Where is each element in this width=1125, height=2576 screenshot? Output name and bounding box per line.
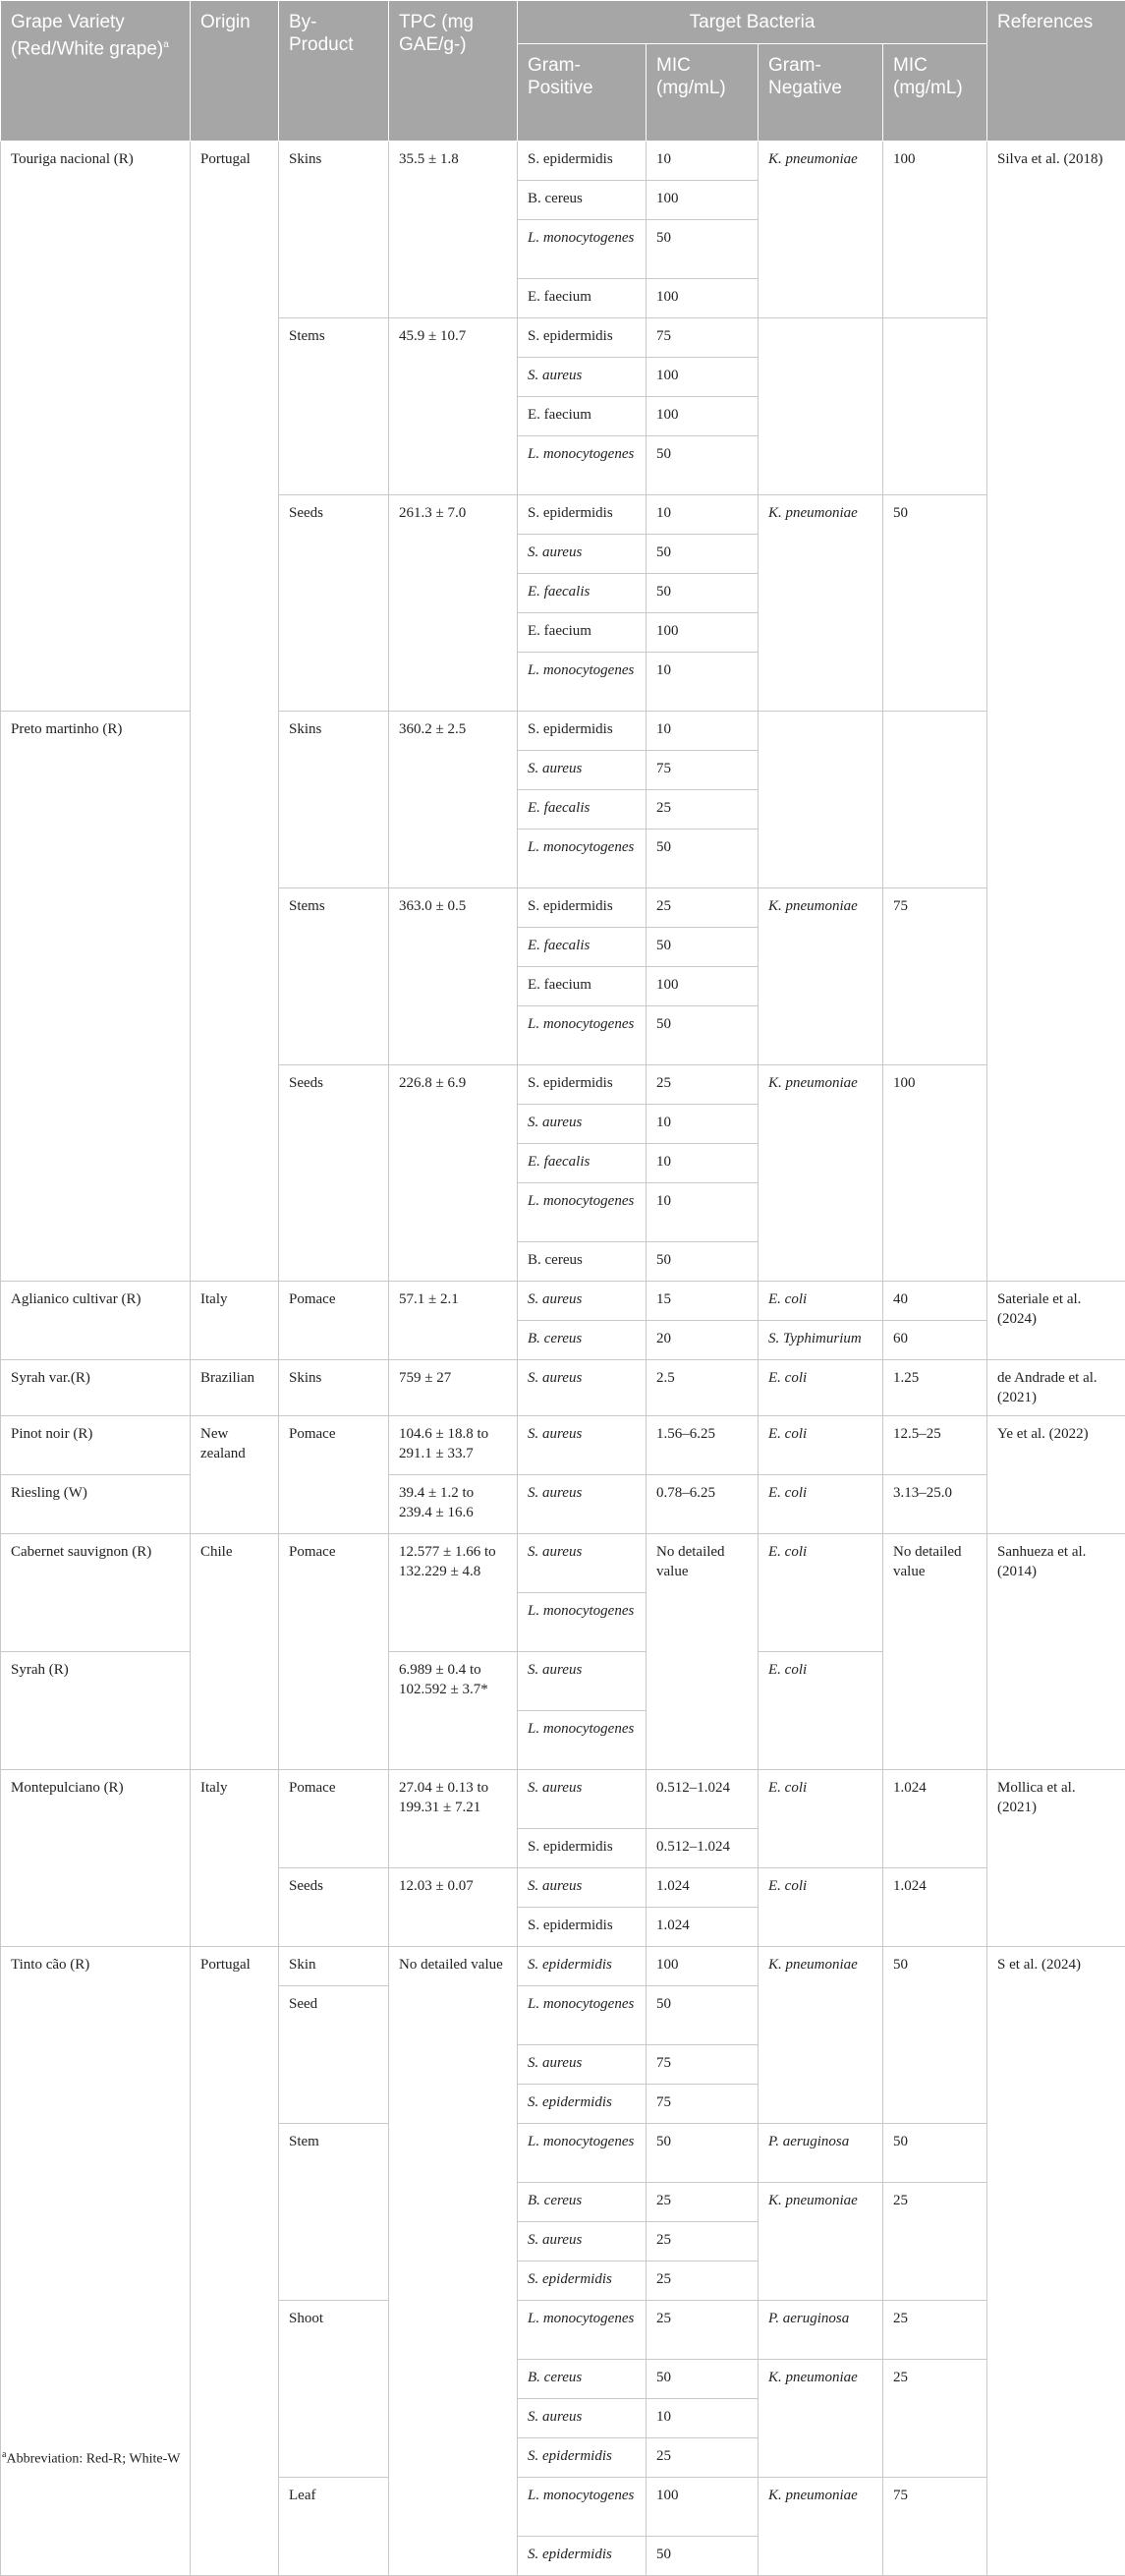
- byproduct-cell: Seed: [279, 1986, 389, 2124]
- tpc-cell: 363.0 ± 0.5: [389, 888, 518, 1065]
- gram-positive-cell: S. epidermidis: [518, 1908, 647, 1947]
- mic-positive-cell: 2.5: [647, 1360, 759, 1416]
- mic-positive-cell: 50: [647, 1986, 759, 2045]
- gram-positive-cell: E. faecalis: [518, 790, 647, 830]
- gram-positive-cell: S. aureus: [518, 1534, 647, 1593]
- gram-negative-cell: E. coli: [759, 1868, 883, 1947]
- gram-positive-cell: B. cereus: [518, 2360, 647, 2399]
- gram-positive-cell: S. epidermidis: [518, 495, 647, 535]
- mic-positive-cell: 100: [647, 613, 759, 653]
- mic-positive-cell: 25: [647, 888, 759, 928]
- gram-positive-cell: L. monocytogenes: [518, 830, 647, 888]
- variety-cell: Cabernet sauvignon (R): [1, 1534, 191, 1652]
- footnote: $^a$Abbreviation: Red-R; White-W: [2, 2449, 180, 2468]
- mic-negative-cell: 1.024: [883, 1770, 987, 1868]
- header-variety: Grape Variety (Red/White grape)$^a$: [1, 1, 191, 142]
- mic-positive-cell: 10: [647, 495, 759, 535]
- header-gram-negative: Gram-Negative: [759, 44, 883, 142]
- gram-negative-cell: E. coli: [759, 1416, 883, 1475]
- byproduct-cell: Seeds: [279, 1868, 389, 1947]
- gram-positive-cell: S. epidermidis: [518, 2085, 647, 2124]
- tpc-cell: 226.8 ± 6.9: [389, 1065, 518, 1282]
- gram-negative-cell: K. pneumoniae: [759, 2360, 883, 2478]
- gram-positive-cell: E. faecalis: [518, 574, 647, 613]
- mic-positive-cell: 10: [647, 2399, 759, 2438]
- reference-cell: Mollica et al. (2021): [987, 1770, 1125, 1947]
- gram-positive-cell: E. faecium: [518, 397, 647, 436]
- byproduct-cell: Stems: [279, 318, 389, 495]
- gram-positive-cell: S. epidermidis: [518, 2438, 647, 2478]
- origin-cell: Chile: [191, 1534, 279, 1770]
- mic-positive-cell: 50: [647, 1242, 759, 1282]
- tpc-cell: 261.3 ± 7.0: [389, 495, 518, 712]
- gram-positive-cell: S. aureus: [518, 1652, 647, 1711]
- origin-cell: Portugal: [191, 142, 279, 1282]
- mic-positive-cell: 1.56–6.25: [647, 1416, 759, 1475]
- gram-positive-cell: S. epidermidis: [518, 1065, 647, 1105]
- mic-positive-cell: 25: [647, 790, 759, 830]
- table-row: [1, 142, 1125, 181]
- header-target-bacteria: Target Bacteria: [518, 1, 987, 44]
- table-row: [1, 1282, 1125, 1321]
- gram-positive-cell: S. epidermidis: [518, 712, 647, 751]
- mic-positive-cell: 100: [647, 1947, 759, 1986]
- gram-negative-cell: K. pneumoniae: [759, 888, 883, 1065]
- variety-cell: Montepulciano (R): [1, 1770, 191, 1947]
- mic-positive-cell: 50: [647, 574, 759, 613]
- mic-positive-cell: 25: [647, 2183, 759, 2222]
- mic-negative-cell: 100: [883, 1065, 987, 1282]
- byproduct-cell: Pomace: [279, 1770, 389, 1868]
- mic-positive-cell: 75: [647, 2045, 759, 2085]
- gram-positive-cell: E. faecium: [518, 967, 647, 1006]
- reference-cell: Sanhueza et al. (2014): [987, 1534, 1125, 1770]
- mic-positive-cell: 10: [647, 1105, 759, 1144]
- gram-positive-cell: L. monocytogenes: [518, 1711, 647, 1770]
- gram-negative-cell: K. pneumoniae: [759, 1947, 883, 2124]
- gram-positive-cell: L. monocytogenes: [518, 2124, 647, 2183]
- gram-negative-cell: K. pneumoniae: [759, 2183, 883, 2301]
- gram-positive-cell: B. cereus: [518, 1242, 647, 1282]
- byproduct-cell: Skin: [279, 1947, 389, 1986]
- gram-negative-cell: E. coli: [759, 1652, 883, 1770]
- table-row: [1, 1770, 1125, 1829]
- mic-positive-cell: 50: [647, 2360, 759, 2399]
- mic-positive-cell: 25: [647, 1065, 759, 1105]
- byproduct-cell: Pomace: [279, 1534, 389, 1770]
- gram-positive-cell: S. epidermidis: [518, 1947, 647, 1986]
- mic-negative-cell: 60: [883, 1321, 987, 1360]
- byproduct-cell: Pomace: [279, 1282, 389, 1360]
- origin-cell: Brazilian: [191, 1360, 279, 1416]
- byproduct-cell: Skins: [279, 1360, 389, 1416]
- gram-positive-cell: S. aureus: [518, 1105, 647, 1144]
- variety-cell: Touriga nacional (R): [1, 142, 191, 712]
- mic-positive-cell: 25: [647, 2222, 759, 2261]
- gram-negative-cell: E. coli: [759, 1475, 883, 1534]
- table-row: [1, 1416, 1125, 1475]
- table-row: [1, 1475, 1125, 1534]
- variety-cell: Riesling (W): [1, 1475, 191, 1534]
- gram-positive-cell: S. epidermidis: [518, 318, 647, 358]
- reference-cell: Ye et al. (2022): [987, 1416, 1125, 1534]
- mic-positive-cell: 0.512–1.024: [647, 1829, 759, 1868]
- header-mic-positive: MIC (mg/mL): [647, 44, 759, 142]
- gram-positive-cell: E. faecium: [518, 279, 647, 318]
- origin-cell: New zealand: [191, 1416, 279, 1534]
- variety-cell: Aglianico cultivar (R): [1, 1282, 191, 1360]
- mic-negative-cell: 25: [883, 2360, 987, 2478]
- mic-positive-cell: 100: [647, 2478, 759, 2537]
- gram-positive-cell: S. aureus: [518, 1770, 647, 1829]
- byproduct-cell: Pomace: [279, 1416, 389, 1534]
- mic-positive-cell: 1.024: [647, 1908, 759, 1947]
- header-tpc: TPC (mg GAE/g-): [389, 1, 518, 142]
- gram-positive-cell: S. aureus: [518, 2399, 647, 2438]
- mic-positive-cell: 100: [647, 967, 759, 1006]
- table-row: [1, 712, 1125, 751]
- mic-negative-cell: 1.25: [883, 1360, 987, 1416]
- gram-negative-cell: P. aeruginosa: [759, 2124, 883, 2183]
- mic-negative-cell: 25: [883, 2183, 987, 2301]
- variety-cell: Pinot noir (R): [1, 1416, 191, 1475]
- header-gram-positive: Gram-Positive: [518, 44, 647, 142]
- mic-positive-cell: 50: [647, 1006, 759, 1065]
- gram-positive-cell: L. monocytogenes: [518, 1986, 647, 2045]
- gram-negative-cell: [759, 318, 883, 495]
- byproduct-cell: Skins: [279, 142, 389, 318]
- header-byproduct: By-Product: [279, 1, 389, 142]
- gram-negative-cell: K. pneumoniae: [759, 2478, 883, 2576]
- mic-positive-cell: 50: [647, 436, 759, 495]
- gram-positive-cell: S. epidermidis: [518, 1829, 647, 1868]
- mic-positive-cell: 100: [647, 279, 759, 318]
- gram-negative-cell: [759, 712, 883, 888]
- header-origin: Origin: [191, 1, 279, 142]
- mic-negative-cell: [883, 712, 987, 888]
- variety-cell: Syrah var.(R): [1, 1360, 191, 1416]
- mic-negative-cell: 50: [883, 495, 987, 712]
- mic-negative-cell: 1.024: [883, 1868, 987, 1947]
- mic-positive-cell: 10: [647, 1144, 759, 1183]
- byproduct-cell: Seeds: [279, 1065, 389, 1282]
- gram-positive-cell: L. monocytogenes: [518, 1183, 647, 1242]
- byproduct-cell: Stems: [279, 888, 389, 1065]
- gram-negative-cell: S. Typhimurium: [759, 1321, 883, 1360]
- mic-positive-cell: 50: [647, 2124, 759, 2183]
- byproduct-cell: Shoot: [279, 2301, 389, 2478]
- gram-positive-cell: E. faecalis: [518, 928, 647, 967]
- mic-negative-cell: No detailed value: [883, 1534, 987, 1770]
- tpc-cell: No detailed value: [389, 1947, 518, 2576]
- gram-positive-cell: L. monocytogenes: [518, 653, 647, 712]
- mic-negative-cell: 100: [883, 142, 987, 318]
- variety-cell: Tinto cão (R): [1, 1947, 191, 2576]
- gram-positive-cell: S. aureus: [518, 535, 647, 574]
- mic-negative-cell: 3.13–25.0: [883, 1475, 987, 1534]
- mic-positive-cell: 15: [647, 1282, 759, 1321]
- byproduct-cell: Skins: [279, 712, 389, 888]
- gram-positive-cell: S. aureus: [518, 1416, 647, 1475]
- mic-negative-cell: 50: [883, 1947, 987, 2124]
- gram-positive-cell: B. cereus: [518, 1321, 647, 1360]
- origin-cell: Italy: [191, 1770, 279, 1947]
- mic-positive-cell: 50: [647, 220, 759, 279]
- variety-cell: Syrah (R): [1, 1652, 191, 1770]
- origin-cell: Italy: [191, 1282, 279, 1360]
- tpc-cell: 104.6 ± 18.8 to 291.1 ± 33.7: [389, 1416, 518, 1475]
- mic-positive-cell: 50: [647, 535, 759, 574]
- mic-positive-cell: 75: [647, 2085, 759, 2124]
- mic-positive-cell: 20: [647, 1321, 759, 1360]
- gram-positive-cell: S. aureus: [518, 358, 647, 397]
- table-body: [1, 142, 1125, 2576]
- mic-positive-cell: 10: [647, 1183, 759, 1242]
- mic-negative-cell: 50: [883, 2124, 987, 2183]
- header-mic-negative: MIC (mg/mL): [883, 44, 987, 142]
- tpc-cell: 45.9 ± 10.7: [389, 318, 518, 495]
- gram-positive-cell: E. faecium: [518, 613, 647, 653]
- mic-positive-cell: 25: [647, 2301, 759, 2360]
- gram-positive-cell: L. monocytogenes: [518, 436, 647, 495]
- gram-positive-cell: S. epidermidis: [518, 2261, 647, 2301]
- reference-cell: de Andrade et al. (2021): [987, 1360, 1125, 1416]
- gram-positive-cell: S. epidermidis: [518, 2537, 647, 2576]
- byproduct-cell: Seeds: [279, 495, 389, 712]
- gram-positive-cell: S. aureus: [518, 751, 647, 790]
- mic-negative-cell: 75: [883, 2478, 987, 2576]
- gram-positive-cell: L. monocytogenes: [518, 1006, 647, 1065]
- gram-negative-cell: K. pneumoniae: [759, 1065, 883, 1282]
- tpc-cell: 39.4 ± 1.2 to 239.4 ± 16.6: [389, 1475, 518, 1534]
- gram-positive-cell: S. epidermidis: [518, 142, 647, 181]
- tpc-cell: 27.04 ± 0.13 to 199.31 ± 7.21: [389, 1770, 518, 1868]
- mic-positive-cell: 50: [647, 2537, 759, 2576]
- tpc-cell: 12.03 ± 0.07: [389, 1868, 518, 1947]
- gram-positive-cell: S. aureus: [518, 1868, 647, 1908]
- mic-positive-cell: 50: [647, 928, 759, 967]
- mic-positive-cell: No detailed value: [647, 1534, 759, 1770]
- reference-cell: Sateriale et al. (2024): [987, 1282, 1125, 1360]
- mic-positive-cell: 1.024: [647, 1868, 759, 1908]
- mic-positive-cell: 0.512–1.024: [647, 1770, 759, 1829]
- header-references: References: [987, 1, 1125, 142]
- gram-positive-cell: S. epidermidis: [518, 888, 647, 928]
- variety-cell: Preto martinho (R): [1, 712, 191, 1282]
- mic-positive-cell: 0.78–6.25: [647, 1475, 759, 1534]
- mic-positive-cell: 75: [647, 318, 759, 358]
- table-row: [1, 1947, 1125, 1986]
- mic-positive-cell: 10: [647, 653, 759, 712]
- gram-negative-cell: K. pneumoniae: [759, 495, 883, 712]
- gram-positive-cell: L. monocytogenes: [518, 1593, 647, 1652]
- gram-positive-cell: B. cereus: [518, 2183, 647, 2222]
- tpc-cell: 360.2 ± 2.5: [389, 712, 518, 888]
- gram-positive-cell: S. aureus: [518, 1282, 647, 1321]
- gram-negative-cell: E. coli: [759, 1534, 883, 1652]
- mic-negative-cell: [883, 318, 987, 495]
- gram-positive-cell: S. aureus: [518, 1360, 647, 1416]
- mic-positive-cell: 100: [647, 358, 759, 397]
- gram-negative-cell: P. aeruginosa: [759, 2301, 883, 2360]
- origin-cell: Portugal: [191, 1947, 279, 2576]
- mic-positive-cell: 75: [647, 751, 759, 790]
- mic-positive-cell: 100: [647, 397, 759, 436]
- mic-positive-cell: 50: [647, 830, 759, 888]
- mic-positive-cell: 10: [647, 142, 759, 181]
- mic-negative-cell: 40: [883, 1282, 987, 1321]
- gram-positive-cell: L. monocytogenes: [518, 2478, 647, 2537]
- mic-positive-cell: 25: [647, 2261, 759, 2301]
- tpc-cell: 12.577 ± 1.66 to 132.229 ± 4.8: [389, 1534, 518, 1652]
- gram-positive-cell: S. aureus: [518, 2222, 647, 2261]
- gram-negative-cell: E. coli: [759, 1282, 883, 1321]
- tpc-cell: 6.989 ± 0.4 to 102.592 ± 3.7*: [389, 1652, 518, 1770]
- table-row: [1, 1360, 1125, 1416]
- gram-positive-cell: S. aureus: [518, 1475, 647, 1534]
- gram-negative-cell: K. pneumoniae: [759, 142, 883, 318]
- byproduct-cell: Leaf: [279, 2478, 389, 2576]
- mic-negative-cell: 25: [883, 2301, 987, 2360]
- tpc-cell: 57.1 ± 2.1: [389, 1282, 518, 1360]
- gram-negative-cell: E. coli: [759, 1770, 883, 1868]
- mic-negative-cell: 12.5–25: [883, 1416, 987, 1475]
- gram-positive-cell: S. aureus: [518, 2045, 647, 2085]
- reference-cell: S et al. (2024): [987, 1947, 1125, 2576]
- gram-positive-cell: L. monocytogenes: [518, 2301, 647, 2360]
- tpc-cell: 759 ± 27: [389, 1360, 518, 1416]
- mic-negative-cell: 75: [883, 888, 987, 1065]
- gram-positive-cell: B. cereus: [518, 181, 647, 220]
- byproduct-cell: Stem: [279, 2124, 389, 2301]
- tpc-cell: 35.5 ± 1.8: [389, 142, 518, 318]
- table-row: [1, 1534, 1125, 1593]
- gram-negative-cell: E. coli: [759, 1360, 883, 1416]
- mic-positive-cell: 10: [647, 712, 759, 751]
- gram-positive-cell: E. faecalis: [518, 1144, 647, 1183]
- mic-positive-cell: 25: [647, 2438, 759, 2478]
- mic-positive-cell: 100: [647, 181, 759, 220]
- gram-positive-cell: L. monocytogenes: [518, 220, 647, 279]
- reference-cell: Silva et al. (2018): [987, 142, 1125, 1282]
